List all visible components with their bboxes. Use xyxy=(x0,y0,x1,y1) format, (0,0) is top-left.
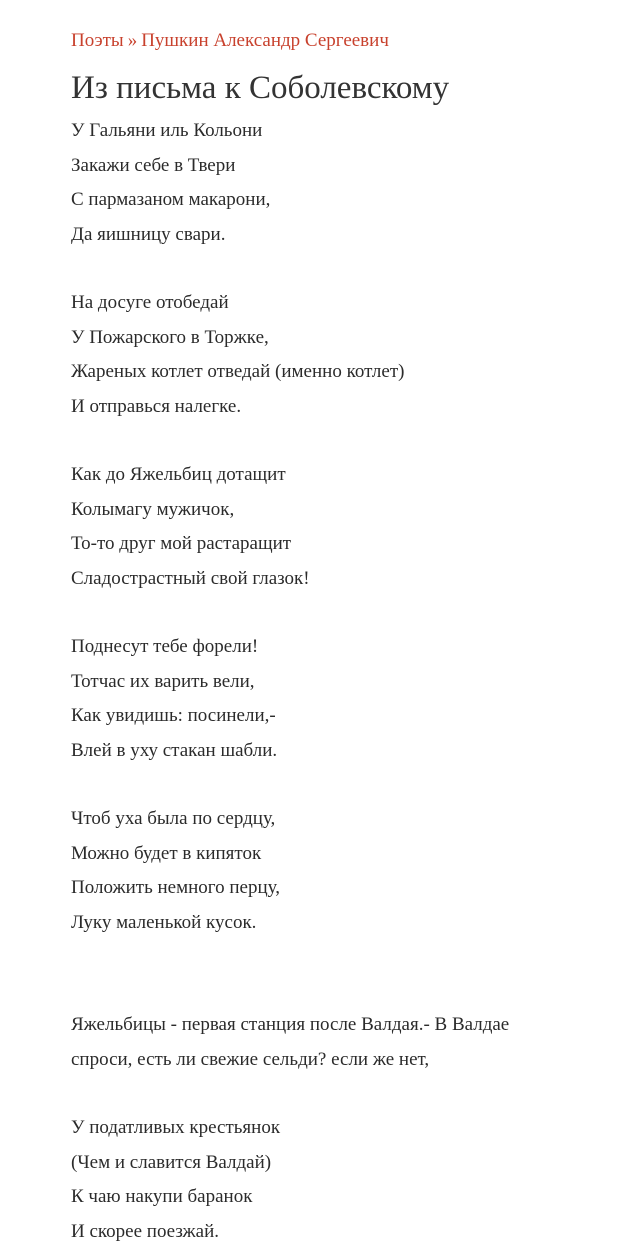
note-line: Яжельбицы - первая станция после Валдая.- В Валдае xyxy=(71,1008,591,1043)
poem-line: С пармазаном макарони, xyxy=(71,183,591,218)
stanza-4 xyxy=(71,630,591,768)
poem-line: Сладострастный свой глазок! xyxy=(71,562,591,597)
prose-note xyxy=(71,1008,591,1077)
poem-line: Поднесут тебе форели! xyxy=(71,630,591,665)
breadcrumb xyxy=(71,28,591,54)
poem-line: Положить немного перцу, xyxy=(71,871,591,906)
stanza-3 xyxy=(71,458,591,596)
stanza-final xyxy=(71,1111,591,1249)
poem-line: У Пожарского в Торжке, xyxy=(71,321,591,356)
breadcrumb-link-poets[interactable]: Поэты xyxy=(71,30,124,51)
stanza-1 xyxy=(71,114,591,252)
poem-line: У Гальяни иль Кольони xyxy=(71,114,591,149)
note-line: спроси, есть ли свежие сельди? если же нет, xyxy=(71,1043,591,1078)
poem-line: Как до Яжельбиц дотащит xyxy=(71,458,591,493)
stanza-2 xyxy=(71,286,591,424)
poem-line: То-то друг мой растаращит xyxy=(71,527,591,562)
poem-line: Луку маленькой кусок. xyxy=(71,906,591,941)
poem-line: Как увидишь: посинели,- xyxy=(71,699,591,734)
poem-line: Тотчас их варить вели, xyxy=(71,665,591,700)
poem-line: Можно будет в кипяток xyxy=(71,837,591,872)
breadcrumb-link-author[interactable]: Пушкин Александр Сергеевич xyxy=(141,30,389,51)
page-title: Из письма к Соболевскому xyxy=(71,68,591,108)
poem-page xyxy=(71,28,591,1249)
poem-line: На досуге отобедай xyxy=(71,286,591,321)
poem-line: Да яишницу свари. xyxy=(71,218,591,253)
poem-line: Чтоб уха была по сердцу, xyxy=(71,802,591,837)
poem-line: И отправься налегке. xyxy=(71,390,591,425)
poem-line: Жареных котлет отведай (именно котлет) xyxy=(71,355,591,390)
poem-line: К чаю накупи баранок xyxy=(71,1180,591,1215)
poem-line: И скорее поезжай. xyxy=(71,1215,591,1249)
poem-line: (Чем и славится Валдай) xyxy=(71,1146,591,1181)
stanza-5 xyxy=(71,802,591,940)
poem-line: У податливых крестьянок xyxy=(71,1111,591,1146)
poem-line: Закажи себе в Твери xyxy=(71,149,591,184)
poem-line: Влей в уху стакан шабли. xyxy=(71,734,591,769)
poem-text xyxy=(71,114,591,1249)
breadcrumb-separator: » xyxy=(128,30,138,51)
poem-line: Колымагу мужичок, xyxy=(71,493,591,528)
